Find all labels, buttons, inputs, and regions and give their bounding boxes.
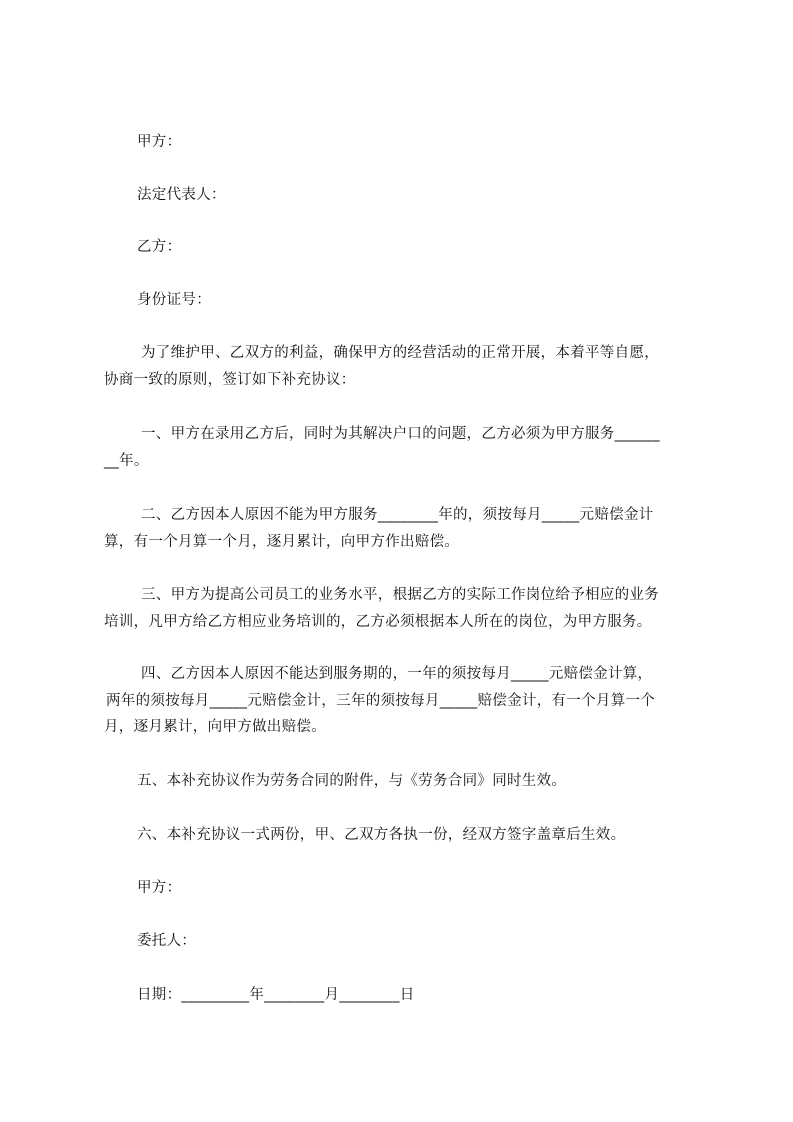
clause-4-line-3: 月，逐月累计，向甲方做出赔偿。: [104, 719, 326, 735]
clause-6: 六、本补充协议一式两份，甲、乙双方各执一份，经双方签字盖章后生效。: [137, 827, 626, 843]
date-line: 日期：_________年________月________日: [137, 987, 415, 1003]
clause-2-line-1: 二、乙方因本人原因不能为甲方服务________年的，须按每月_____元赔偿金计: [141, 507, 654, 523]
intro-line-1: 为了维护甲、乙双方的利益，确保甲方的经营活动的正常开展，本着平等自愿，: [141, 345, 659, 361]
party-b-label: 乙方：: [137, 239, 182, 255]
legal-representative-label: 法定代表人：: [137, 187, 226, 203]
clause-2-line-2: 算，有一个月算一个月，逐月累计，向甲方作出赔偿。: [104, 534, 460, 550]
party-a-label: 甲方：: [137, 134, 182, 150]
clause-1-line-1: 一、甲方在录用乙方后，同时为其解决户口的问题，乙方必须为甲方服务______: [141, 426, 660, 442]
clause-4-line-2: 两年的须按每月_____元赔偿金计，三年的须按每月_____赔偿金计，有一个月算一个: [106, 693, 656, 709]
clause-3-line-1: 三、甲方为提高公司员工的业务水平，根据乙方的实际工作岗位给予相应的业务: [141, 587, 659, 603]
clause-4-line-1: 四、乙方因本人原因不能达到服务期的，一年的须按每月_____元赔偿金计算，: [141, 666, 653, 682]
intro-line-2: 协商一致的原则，签订如下补充协议：: [104, 372, 356, 388]
delegate-label: 委托人：: [137, 933, 197, 949]
clause-1-line-2: __年。: [104, 453, 149, 469]
id-number-label: 身份证号：: [137, 292, 211, 308]
clause-3-line-2: 培训，凡甲方给乙方相应业务培训的，乙方必须根据本人所在的岗位，为甲方服务。: [104, 614, 652, 630]
clause-5: 五、本补充协议作为劳务合同的附件，与《劳务合同》同时生效。: [137, 773, 567, 789]
signature-party-a-label: 甲方：: [137, 880, 182, 896]
